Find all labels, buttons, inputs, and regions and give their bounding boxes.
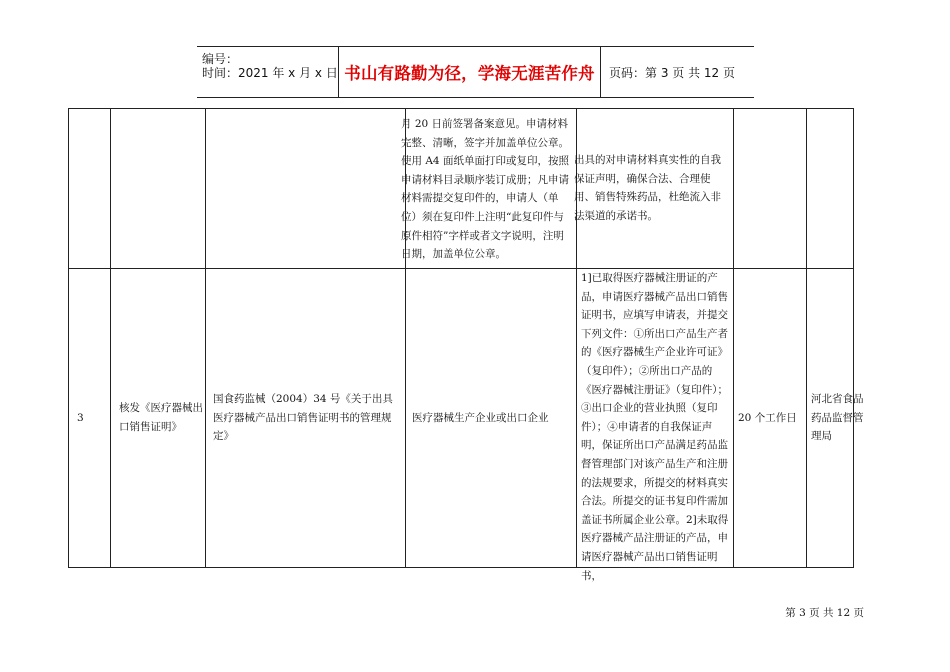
table-row-2-materials: 1]已取得医疗器械注册证的产品，申请医疗器械产品出口销售证明书，应填写申请表，并提交下列文件：①所出口产品生产者的《医疗器械生产企业许可证》（复印件）；②所出口产品的《医疗器械注册证》（复印件）；③出口企业的营业执照（复印件）；④申请者的自我保证声明，保证所出口产品满足药品监督管理部门对该产品生产和注册的法规要求，所提交的材料真实合法。所提交的证书复印件需加盖证书所属企业公章。2]未取得医疗器械产品注册证的产品，申请医疗器械产品出口销售证明书， [581,272,729,582]
service-table [68,108,864,582]
row-department-text: 河北省食品药品监督管理局 [811,393,864,443]
header-meta-cell [197,47,339,97]
document-time-label: 时间：2021 年 x 月 x 日 [202,66,338,80]
column-rule [733,109,734,567]
table-row-2-department [811,269,871,567]
column-rule [110,109,111,567]
document-header [197,46,754,98]
page-footer: 第 3 页 共 12 页 [785,607,864,619]
table-row-2-item [119,269,203,567]
row-time-limit-text: 20 个工作日 [738,411,797,424]
document-number-label: 编号： [202,52,239,66]
table-row-1-materials-right: 出具的对申请材料真实性的自我保证声明，确保合法、合理使用、销售特殊药品，杜绝流入非法渠道的承诺书。 [574,154,721,222]
header-motto: 书山有路勤为径，学海无涯苦作舟 [344,64,595,83]
row-applicant-text: 医疗器械生产企业或出口企业 [412,411,549,424]
column-rule [205,109,206,567]
table-row-2-time-limit [738,269,804,567]
table-row-2-basis [213,269,401,567]
header-motto-cell [339,47,601,97]
table-row-1-materials-left: 月 20 日前签署备案意见。申请材料完整、清晰，签字并加盖单位公章。使用 A4 面纸单面打印或复印，按照申请材料目录顺序装订成册；凡申请材料需提交复印件的，申请人（单位）须在复印件上注明“此复印件与原件相符”字样或者文字说明，注明日期，加盖单位公章。 [401,118,569,261]
row-item-text: 核发《医疗器械出口销售证明》 [119,402,203,433]
header-page-label: 页码：第 3 页 共 12 页 [609,65,735,80]
header-page-cell [601,47,754,97]
row-index-text: 3 [77,411,84,424]
table-row-2-applicant [412,269,572,567]
column-rule [806,109,807,567]
row-basis-text: 国食药监械（2004）34 号《关于出具医疗器械产品出口销售证明书的管理规定》 [213,393,393,443]
table-row-2-index [77,269,107,567]
